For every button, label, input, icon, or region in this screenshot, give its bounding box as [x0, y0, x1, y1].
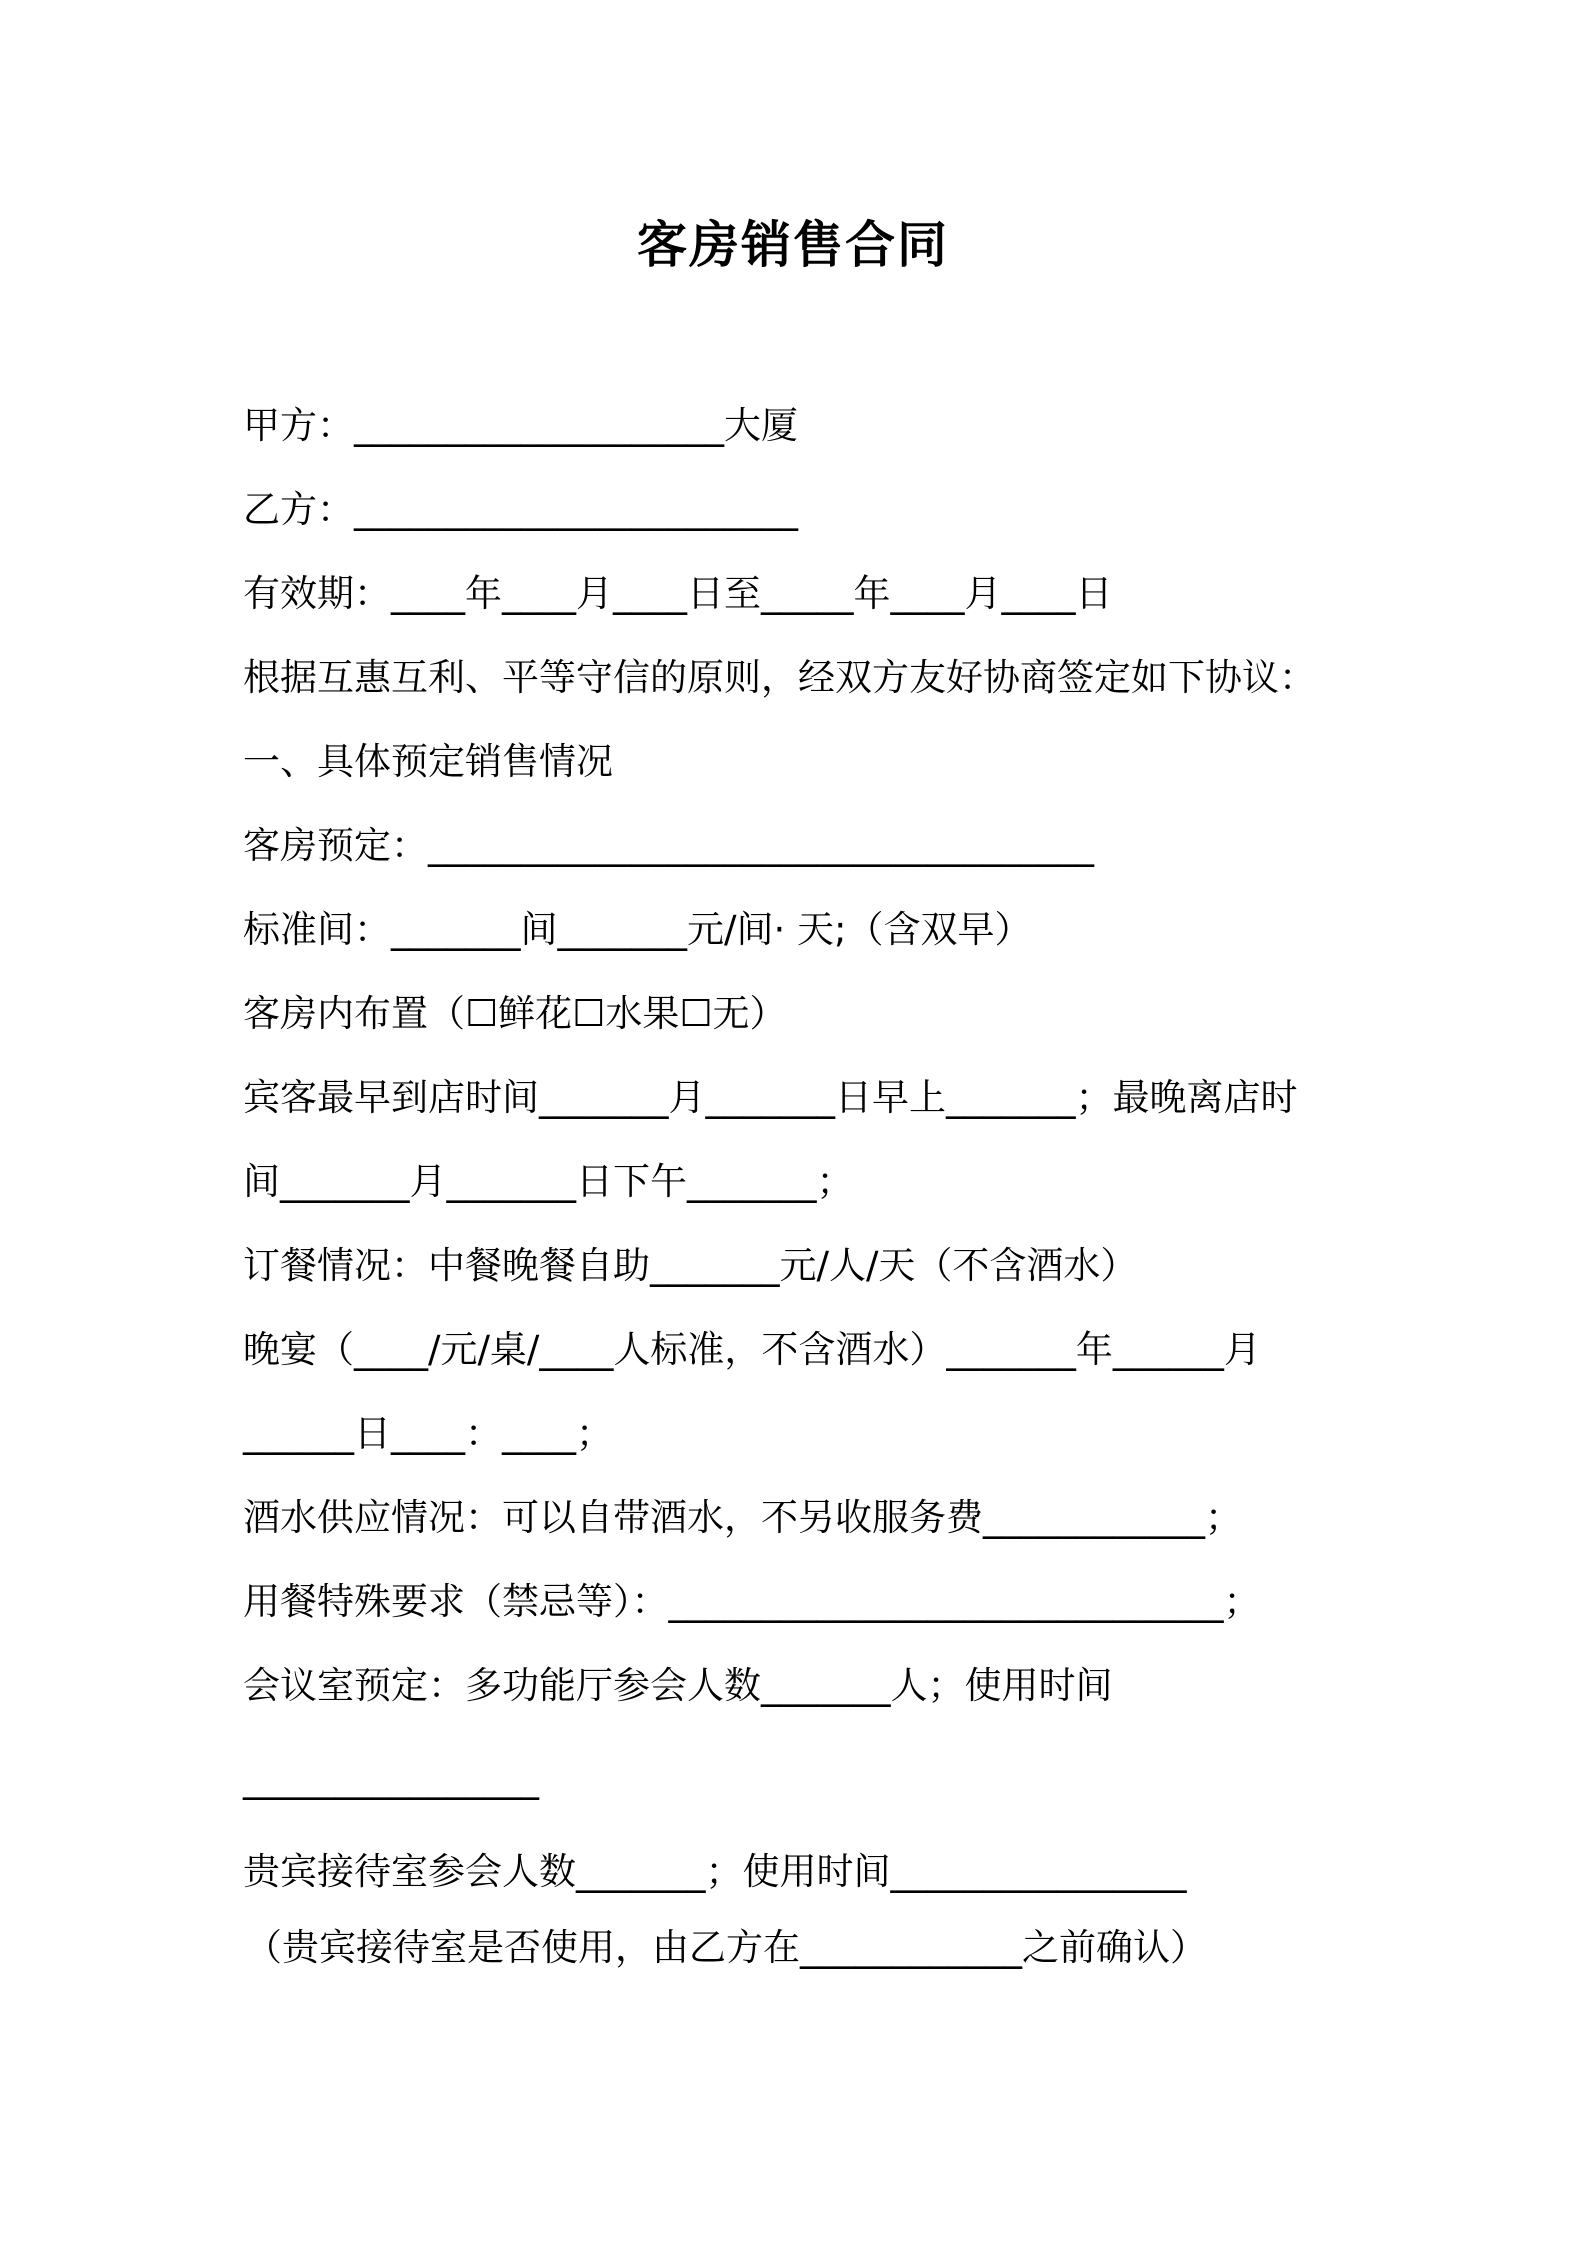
- standard-room-line: 标准间：_______间_______元/间· 天;（含双早）: [243, 908, 1032, 951]
- vip-room-line: 贵宾接待室参会人数_______；使用时间________________: [243, 1850, 1187, 1893]
- drinks-supply-line: 酒水供应情况：可以自带酒水，不另收服务费____________；: [243, 1496, 1242, 1539]
- departure-time-line: 间_______月_______日下午_______；: [243, 1160, 854, 1203]
- validity-period-line: 有效期：____年____月____日至_____年____月____日: [243, 572, 1113, 615]
- arrival-time-line: 宾客最早到店时间_______月_______日早上_______；最晚离店时: [243, 1076, 1298, 1119]
- party-a-line: 甲方：____________________大厦: [243, 404, 798, 447]
- vip-room-confirm-line: （贵宾接待室是否使用，由乙方在____________之前确认）: [245, 1926, 1207, 1969]
- section-heading-1: 一、具体预定销售情况: [243, 740, 613, 783]
- banquet-line: 晚宴（____/元/桌/____人标准，不含酒水）_______年______月: [243, 1328, 1261, 1371]
- meal-booking-line: 订餐情况：中餐晚餐自助_______元/人/天（不含酒水）: [243, 1244, 1138, 1287]
- dietary-requirements-line: 用餐特殊要求（禁忌等）：______________________________；: [243, 1580, 1261, 1623]
- banquet-time-line: ______日____：____；: [243, 1412, 613, 1455]
- party-b-line: 乙方：________________________: [243, 488, 798, 531]
- room-decoration-line: 客房内布置（☐鲜花☐水果☐无）: [243, 992, 787, 1035]
- meeting-time-blank-line: ________________: [243, 1757, 539, 1800]
- document-title: 客房销售合同: [637, 216, 949, 274]
- meeting-room-line: 会议室预定：多功能厅参会人数_______人；使用时间: [243, 1664, 1113, 1707]
- room-booking-line: 客房预定：____________________________________: [243, 824, 1094, 867]
- agreement-intro-line: 根据互惠互利、平等守信的原则，经双方友好协商签定如下协议：: [243, 656, 1316, 699]
